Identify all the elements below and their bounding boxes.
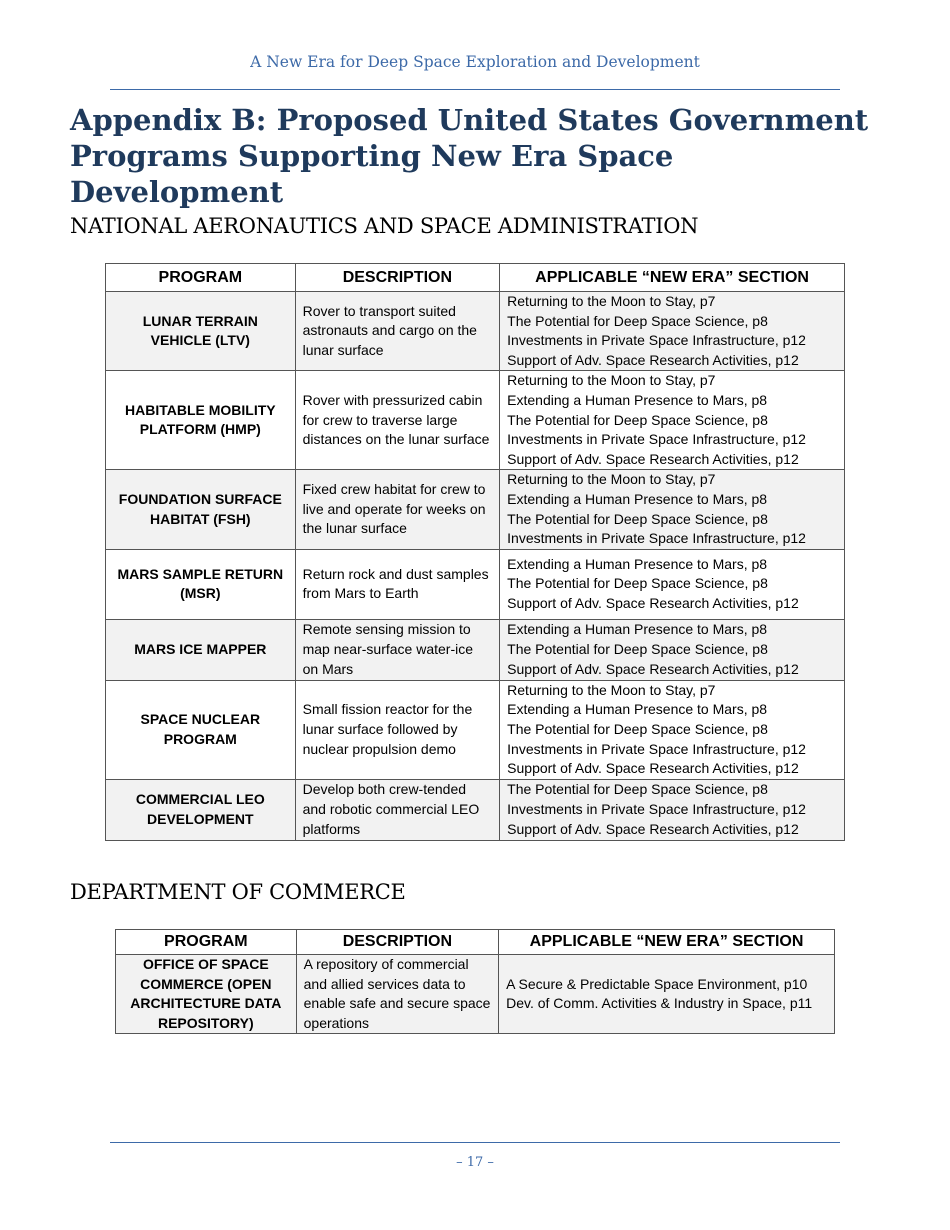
section-ref: The Potential for Deep Space Science, p8 xyxy=(507,312,768,329)
applicable-sections xyxy=(499,955,835,1034)
table-row xyxy=(106,549,845,619)
column-header-section: APPLICABLE “NEW ERA” SECTION xyxy=(500,264,845,292)
applicable-sections xyxy=(500,549,845,619)
section-ref: The Potential for Deep Space Science, p8 xyxy=(507,575,768,592)
section-ref: Investments in Private Space Infrastructure, p12 xyxy=(507,332,806,349)
program-description: Small fission reactor for the lunar surface followed by nuclear propulsion demo xyxy=(295,680,500,779)
section-ref: The Potential for Deep Space Science, p8 xyxy=(507,720,768,737)
page-number: – 17 – xyxy=(456,1155,494,1170)
applicable-sections xyxy=(500,680,845,779)
section-ref: Investments in Private Space Infrastructure, p12 xyxy=(507,530,806,547)
column-header-section: APPLICABLE “NEW ERA” SECTION xyxy=(499,930,835,955)
table-row xyxy=(106,292,845,371)
applicable-sections xyxy=(500,779,845,840)
section-ref: Support of Adv. Space Research Activities, p12 xyxy=(507,660,799,677)
table-row xyxy=(116,955,835,1034)
applicable-sections xyxy=(500,619,845,680)
section-ref: Extending a Human Presence to Mars, p8 xyxy=(507,391,768,408)
footer-rule xyxy=(110,1142,840,1143)
column-header-program: PROGRAM xyxy=(106,264,296,292)
section-ref: Investments in Private Space Infrastructure, p12 xyxy=(507,800,806,817)
section-ref: Extending a Human Presence to Mars, p8 xyxy=(507,621,768,638)
program-name: MARS SAMPLE RETURN (MSR) xyxy=(106,549,296,619)
section-ref: Returning to the Moon to Stay, p7 xyxy=(507,293,716,309)
section-ref: Returning to the Moon to Stay, p7 xyxy=(507,372,716,389)
program-name: OFFICE OF SPACE COMMERCE (OPEN ARCHITECTURE DATA REPOSITORY) xyxy=(116,955,297,1034)
column-header-description: DESCRIPTION xyxy=(295,264,500,292)
program-name: LUNAR TERRAIN VEHICLE (LTV) xyxy=(106,292,296,371)
section-ref: The Potential for Deep Space Science, p8 xyxy=(507,510,768,527)
program-description: Rover to transport suited astronauts and cargo on the lunar surface xyxy=(295,292,500,371)
program-description: Fixed crew habitat for crew to live and operate for weeks on the lunar surface xyxy=(295,470,500,549)
applicable-sections xyxy=(500,470,845,549)
applicable-sections xyxy=(500,292,845,371)
table-row xyxy=(106,680,845,779)
section-ref: Investments in Private Space Infrastructure, p12 xyxy=(507,431,806,448)
program-name: SPACE NUCLEAR PROGRAM xyxy=(106,680,296,779)
program-description: A repository of commercial and allied services data to enable safe and secure space operations xyxy=(296,955,498,1034)
section-heading-commerce: DEPARTMENT OF COMMERCE xyxy=(70,880,406,904)
section-ref: Support of Adv. Space Research Activities, p12 xyxy=(507,760,799,777)
column-header-description: DESCRIPTION xyxy=(296,930,498,955)
section-ref: Returning to the Moon to Stay, p7 xyxy=(507,681,716,698)
program-name: COMMERCIAL LEO DEVELOPMENT xyxy=(106,779,296,840)
section-ref: Investments in Private Space Infrastructure, p12 xyxy=(507,740,806,757)
section-ref: Support of Adv. Space Research Activities, p12 xyxy=(507,450,799,467)
table-row xyxy=(106,779,845,840)
table-row xyxy=(106,619,845,680)
program-description: Return rock and dust samples from Mars to Earth xyxy=(295,549,500,619)
section-ref: Extending a Human Presence to Mars, p8 xyxy=(507,555,768,572)
program-name: HABITABLE MOBILITY PLATFORM (HMP) xyxy=(106,371,296,470)
column-header-program: PROGRAM xyxy=(116,930,297,955)
section-ref: Support of Adv. Space Research Activities, p12 xyxy=(507,595,799,612)
page-title: Appendix B: Proposed United States Government Programs Supporting New Era Space Development xyxy=(70,103,869,209)
program-name: FOUNDATION SURFACE HABITAT (FSH) xyxy=(106,470,296,549)
section-ref: The Potential for Deep Space Science, p8 xyxy=(507,411,768,428)
commerce-programs-table xyxy=(115,929,835,1034)
section-ref: Dev. of Comm. Activities & Industry in Space, p11 xyxy=(506,995,813,1012)
nasa-programs-table xyxy=(105,263,845,841)
section-ref: Returning to the Moon to Stay, p7 xyxy=(507,471,716,488)
section-ref: Support of Adv. Space Research Activities, p12 xyxy=(507,820,799,837)
program-name: MARS ICE MAPPER xyxy=(106,619,296,680)
program-description: Remote sensing mission to map near-surface water-ice on Mars xyxy=(295,619,500,680)
program-description: Rover with pressurized cabin for crew to traverse large distances on the lunar surface xyxy=(295,371,500,470)
section-heading-nasa: NATIONAL AERONAUTICS AND SPACE ADMINISTRATION xyxy=(70,214,699,238)
running-header: A New Era for Deep Space Exploration and Development xyxy=(250,53,700,71)
section-ref: Support of Adv. Space Research Activities, p12 xyxy=(507,351,799,368)
section-ref: The Potential for Deep Space Science, p8 xyxy=(507,640,768,657)
applicable-sections xyxy=(500,371,845,470)
section-ref: Extending a Human Presence to Mars, p8 xyxy=(507,490,768,507)
section-ref: A Secure & Predictable Space Environment, p10 xyxy=(506,975,808,992)
program-description: Develop both crew-tended and robotic commercial LEO platforms xyxy=(295,779,500,840)
section-ref: Extending a Human Presence to Mars, p8 xyxy=(507,701,768,718)
table-row xyxy=(106,470,845,549)
table-row xyxy=(106,371,845,470)
section-ref: The Potential for Deep Space Science, p8 xyxy=(507,781,768,798)
header-rule xyxy=(110,89,840,90)
